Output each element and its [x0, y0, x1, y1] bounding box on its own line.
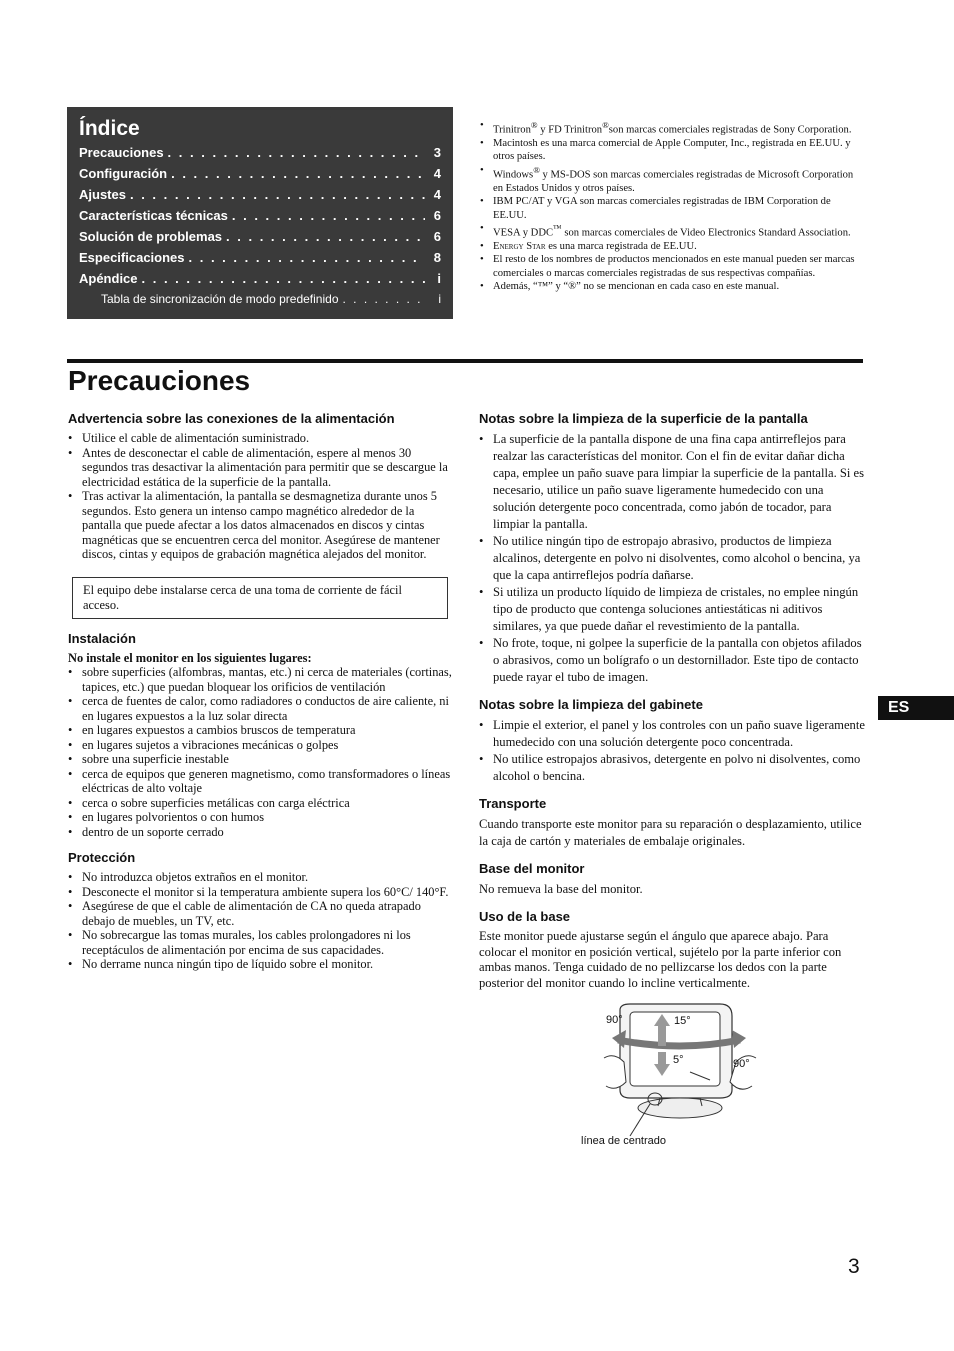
section-heading-power: Advertencia sobre las conexiones de la alimentación [68, 411, 395, 426]
list-item: • cerca de equipos que generen magnetismo, como transformadores o líneas eléctricas de alto voltaje [68, 767, 452, 796]
page-title: Precauciones [68, 365, 251, 396]
trademark-notes [480, 119, 865, 293]
list-item: • en lugares expuestos a cambios bruscos de temperatura [68, 723, 452, 738]
list-item: • cerca o sobre superficies metálicas con carga eléctrica [68, 796, 452, 811]
cabinet-list [479, 717, 865, 785]
section-heading-cabinet: Notas sobre la limpieza del gabinete [479, 697, 703, 712]
protection-list [68, 870, 452, 972]
trademark-note: • VESA y DDC™ son marcas comerciales de Video Electronics Standard Association. [480, 222, 865, 240]
trademark-note: • Trinitron® y FD Trinitron®son marcas comerciales registradas de Sony Corporation. [480, 119, 865, 137]
toc-entry[interactable]: Apéndice . . . i [79, 268, 441, 289]
list-item: • en lugares polvorientos o con humos [68, 810, 452, 825]
page-number: 3 [848, 1255, 860, 1278]
angle-label-right: 90° [733, 1058, 750, 1070]
section-heading-screen: Notas sobre la limpieza de la superficie de la pantalla [479, 411, 808, 426]
list-item: • No sobrecargue las tomas murales, los cables prolongadores ni los receptáculos de alimentación por encima de sus capacidades. [68, 928, 452, 957]
toc-entry[interactable]: Características técnicas . . . 6 [79, 205, 441, 226]
base-text: No remueva la base del monitor. [479, 882, 643, 896]
install-list [68, 665, 452, 839]
section-heading-protection: Protección [68, 850, 136, 865]
list-item: • No utilice estropajos abrasivos, detergente en polvo ni disolventes, como alcohol o bencina. [479, 751, 865, 785]
angle-label-left: 90° [606, 1014, 623, 1026]
list-item: • No derrame nunca ningún tipo de líquido sobre el monitor. [68, 957, 452, 972]
trademark-note: • El resto de los nombres de productos mencionados en este manual pueden ser marcas comerciales o marcas comerciales registradas de sus respectivas compañías. [480, 253, 865, 280]
list-item: • La superficie de la pantalla dispone de una fina capa antirreflejos para realzar las características del monitor. Con el fin de evitar dañar dicha capa, emplee un paño suave para limpiar la superficie de la pantalla. Si es necesario, utilice un paño suave ligeramente humedecido con una solución detergente poco concentrada, como jabón de tocador, para limpiar la pantalla. [479, 431, 865, 533]
trademark-note: • IBM PC/AT y VGA son marcas comerciales registradas de IBM Corporation de EE.UU. [480, 195, 865, 222]
list-item: • sobre una superficie inestable [68, 752, 452, 767]
toc-entry[interactable]: Especificaciones . . . 8 [79, 247, 441, 268]
toc-entry[interactable]: Ajustes . . . 4 [79, 184, 441, 205]
list-item: • Desconecte el monitor si la temperatura ambiente supera los 60°C/ 140°F. [68, 885, 452, 900]
list-item: • Si utiliza un producto líquido de limpieza de cristales, no emplee ningún tipo de producto que contenga soluciones antiestáticas ni aditivos similares, ya que puede dañar el revestimiento de la pantalla. [479, 584, 865, 635]
figure-caption: línea de centrado [581, 1135, 667, 1147]
list-item: • cerca de fuentes de calor, como radiadores o conductos de aire caliente, ni en lugares expuestos a la luz solar directa [68, 694, 452, 723]
list-item: • Asegúrese de que el cable de alimentación de CA no queda atrapado debajo de muebles, un TV, etc. [68, 899, 452, 928]
toc-entry[interactable]: Precauciones . . . 3 [79, 142, 441, 163]
list-item: • dentro de un soporte cerrado [68, 825, 452, 840]
install-subheading: No instale el monitor en los siguientes lugares: [68, 650, 312, 665]
right-column [479, 410, 865, 991]
toc-entry[interactable]: Solución de problemas . . . 6 [79, 226, 441, 247]
list-item: • Antes de desconectar el cable de alimentación, espere al menos 30 segundos tras desactivar la alimentación para permitir que se descargue la electricidad estática de la superficie de la pantalla. [68, 446, 452, 490]
list-item: • Utilice el cable de alimentación suministrado. [68, 431, 452, 446]
language-tab: ES [878, 696, 954, 720]
section-heading-base: Base del monitor [479, 861, 585, 876]
left-column [68, 410, 452, 972]
section-heading-stand-use: Uso de la base [479, 909, 571, 924]
power-list [68, 431, 452, 562]
transport-text: Cuando transporte este monitor para su reparación o desplazamiento, utilice la caja de cartón y materiales de embalaje originales. [479, 817, 862, 848]
list-item: • sobre superficies (alfombras, mantas, etc.) ni cerca de materiales (cortinas, tapices, etc.) que puedan bloquear los orificios de ventilación [68, 665, 452, 694]
index-box [67, 107, 453, 319]
section-heading-transport: Transporte [479, 796, 547, 811]
list-item: • No frote, toque, ni golpee la superficie de la pantalla con objetos afilados o abrasivos, como un bolígrafo o un destornillador. Este tipo de contacto puede rayar el tubo de imagen. [479, 635, 865, 686]
angle-label-down: 5° [673, 1054, 684, 1066]
trademark-note: • Energy Star es una marca registrada de EE.UU. [480, 240, 865, 253]
list-item: • Tras activar la alimentación, la pantalla se desmagnetiza durante unos 5 segundos. Esto genera un intenso campo magnético alrededor de la pantalla que puede afectar a los datos almacenados en discos y cintas magnéticas que se encuentren cerca del monitor. Asegúrese de mantener discos, cintas y equipos de grabación magnética alejados del monitor. [68, 489, 452, 562]
toc-subentry[interactable]: Tabla de sincronización de modo predefinido . . . i [79, 289, 441, 310]
list-item: • Limpie el exterior, el panel y los controles con un paño suave ligeramente humedecido con una solución detergente poco concentrada. [479, 717, 865, 751]
screen-list [479, 431, 865, 686]
monitor-tilt-illustration [580, 1000, 780, 1150]
trademark-note: • Además, “™” y “®” no se mencionan en cada caso en este manual. [480, 280, 865, 293]
notice-box: El equipo debe instalarse cerca de una toma de corriente de fácil acceso. [72, 577, 448, 619]
trademark-note: • Windows® y MS-DOS son marcas comerciales registradas de Microsoft Corporation en Estados Unidos y otros países. [480, 164, 865, 195]
list-item: • en lugares sujetos a vibraciones mecánicas o golpes [68, 738, 452, 753]
index-title: Índice [79, 117, 140, 140]
stand-use-text: Este monitor puede ajustarse según el ángulo que aparece abajo. Para colocar el monitor en posición vertical, sujételo por la parte inferior con ambas manos. Tenga cuidado de no pellizcarse los dedos con la parte posterior del monitor cuando lo incline verticalmente. [479, 929, 842, 990]
trademark-note: • Macintosh es una marca comercial de Apple Computer, Inc., registrada en EE.UU. y otros países. [480, 137, 865, 164]
list-item: • No introduzca objetos extraños en el monitor. [68, 870, 452, 885]
toc-entry[interactable]: Configuración . . . 4 [79, 163, 441, 184]
section-heading-install: Instalación [68, 630, 136, 646]
list-item: • No utilice ningún tipo de estropajo abrasivo, productos de limpieza alcalinos, detergente en polvo ni disolventes, como alcohol o bencina, ya que la capa antirreflejos podría dañarse. [479, 533, 865, 584]
angle-label-up: 15° [674, 1015, 691, 1027]
